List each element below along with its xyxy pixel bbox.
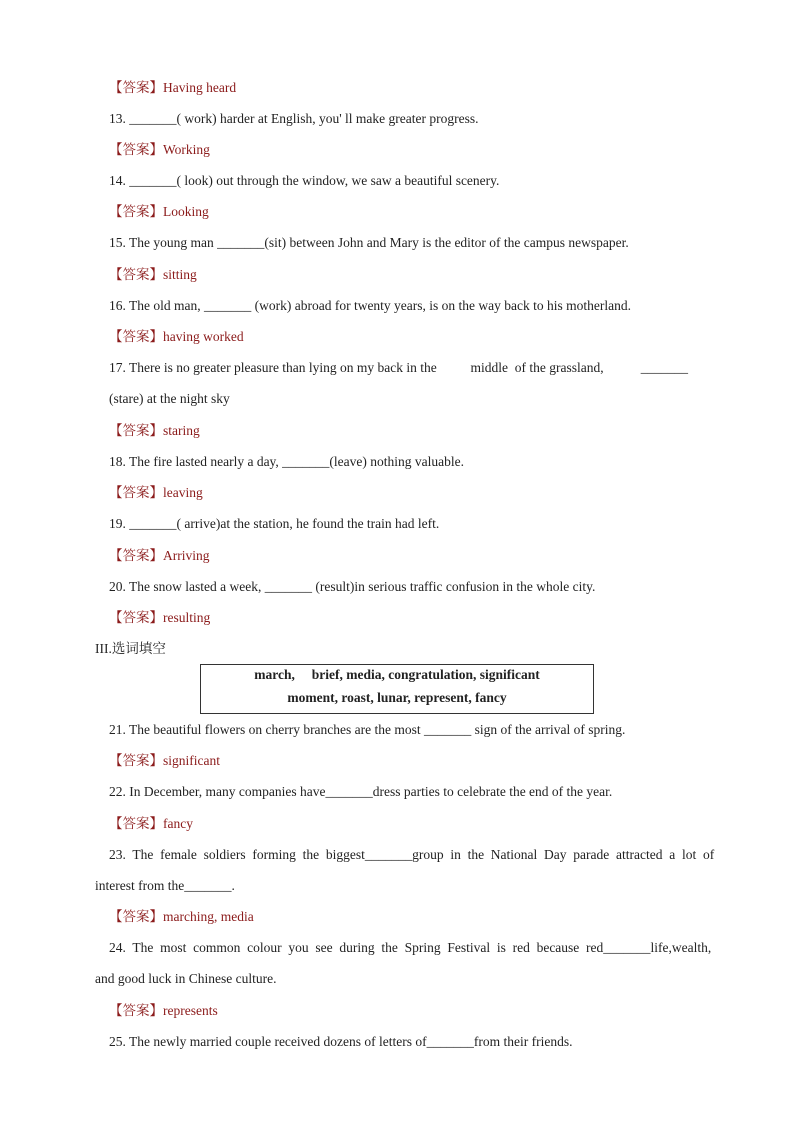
answer-line: [109, 1002, 218, 1020]
question-23-line2: interest from the_______.: [95, 878, 235, 893]
answer-tag: 【答案】: [109, 329, 163, 344]
answer-text: represents: [163, 1003, 218, 1018]
question-15: 15. The young man _______(sit) between John and Mary is the editor of the campus newspaper.: [109, 235, 629, 250]
answer-tag: 【答案】: [109, 1003, 163, 1018]
question-13: 13. _______( work) harder at English, you' ll make greater progress.: [109, 111, 479, 126]
answer-text: sitting: [163, 267, 197, 282]
question-25: 25. The newly married couple received dozens of letters of_______from their friends.: [109, 1034, 573, 1049]
answer-tag: 【答案】: [109, 142, 163, 157]
answer-tag: 【答案】: [109, 816, 163, 831]
answer-text: significant: [163, 753, 220, 768]
question-16: 16. The old man, _______ (work) abroad for twenty years, is on the way back to his motherland.: [109, 298, 632, 313]
answer-line: [109, 752, 220, 770]
question-20: 20. The snow lasted a week, _______ (result)in serious traffic confusion in the whole city.: [109, 579, 596, 594]
answer-text: Having heard: [163, 80, 237, 95]
answer-line: [109, 203, 209, 221]
question-24-line2: and good luck in Chinese culture.: [95, 971, 277, 986]
question-14: 14. _______( look) out through the window, we saw a beautiful scenery.: [109, 173, 500, 188]
answer-tag: 【答案】: [109, 423, 163, 438]
answer-line: [109, 609, 210, 627]
word-bank-row-2: moment, roast, lunar, represent, fancy: [287, 690, 507, 705]
answer-line: [109, 815, 193, 833]
word-bank-row-1: march, brief, media, congratulation, significant: [254, 667, 540, 682]
answer-line: [109, 328, 244, 346]
question-22: 22. In December, many companies have_______dress parties to celebrate the end of the year.: [109, 784, 613, 799]
answer-tag: 【答案】: [109, 753, 163, 768]
question-23-line1: 23. The female soldiers forming the biggest_______group in the National Day parade attracted a lot of: [109, 847, 715, 862]
answer-line: [109, 484, 203, 502]
answer-text: staring: [163, 423, 200, 438]
question-17-line2: (stare) at the night sky: [109, 391, 230, 406]
answer-tag: 【答案】: [109, 80, 163, 95]
question-18: 18. The fire lasted nearly a day, _______(leave) nothing valuable.: [109, 454, 465, 469]
question-24-line1: 24. The most common colour you see during the Spring Festival is red because red_______life,wealth,: [109, 940, 712, 955]
answer-tag: 【答案】: [109, 909, 163, 924]
answer-tag: 【答案】: [109, 267, 163, 282]
answer-text: marching, media: [163, 909, 254, 924]
answer-text: Looking: [163, 204, 209, 219]
question-21: 21. The beautiful flowers on cherry branches are the most _______ sign of the arrival of spring.: [109, 722, 626, 737]
answer-line: [109, 79, 236, 97]
answer-line: [109, 141, 210, 159]
answer-text: resulting: [163, 610, 211, 625]
section-title: III.选词填空: [95, 641, 166, 656]
answer-text: Working: [163, 142, 210, 157]
answer-line: [109, 422, 200, 440]
answer-tag: 【答案】: [109, 204, 163, 219]
answer-line: [109, 908, 254, 926]
answer-tag: 【答案】: [109, 485, 163, 500]
answer-line: [109, 266, 197, 284]
answer-tag: 【答案】: [109, 610, 163, 625]
answer-text: fancy: [163, 816, 193, 831]
answer-tag: 【答案】: [109, 548, 163, 563]
question-17-line1: 17. There is no greater pleasure than lying on my back in the middle of the grassland, _______: [109, 360, 688, 375]
answer-line: [109, 547, 210, 565]
answer-text: having worked: [163, 329, 244, 344]
answer-text: Arriving: [163, 548, 210, 563]
question-19: 19. _______( arrive)at the station, he found the train had left.: [109, 516, 440, 531]
word-bank-box: [200, 664, 594, 714]
answer-text: leaving: [163, 485, 203, 500]
